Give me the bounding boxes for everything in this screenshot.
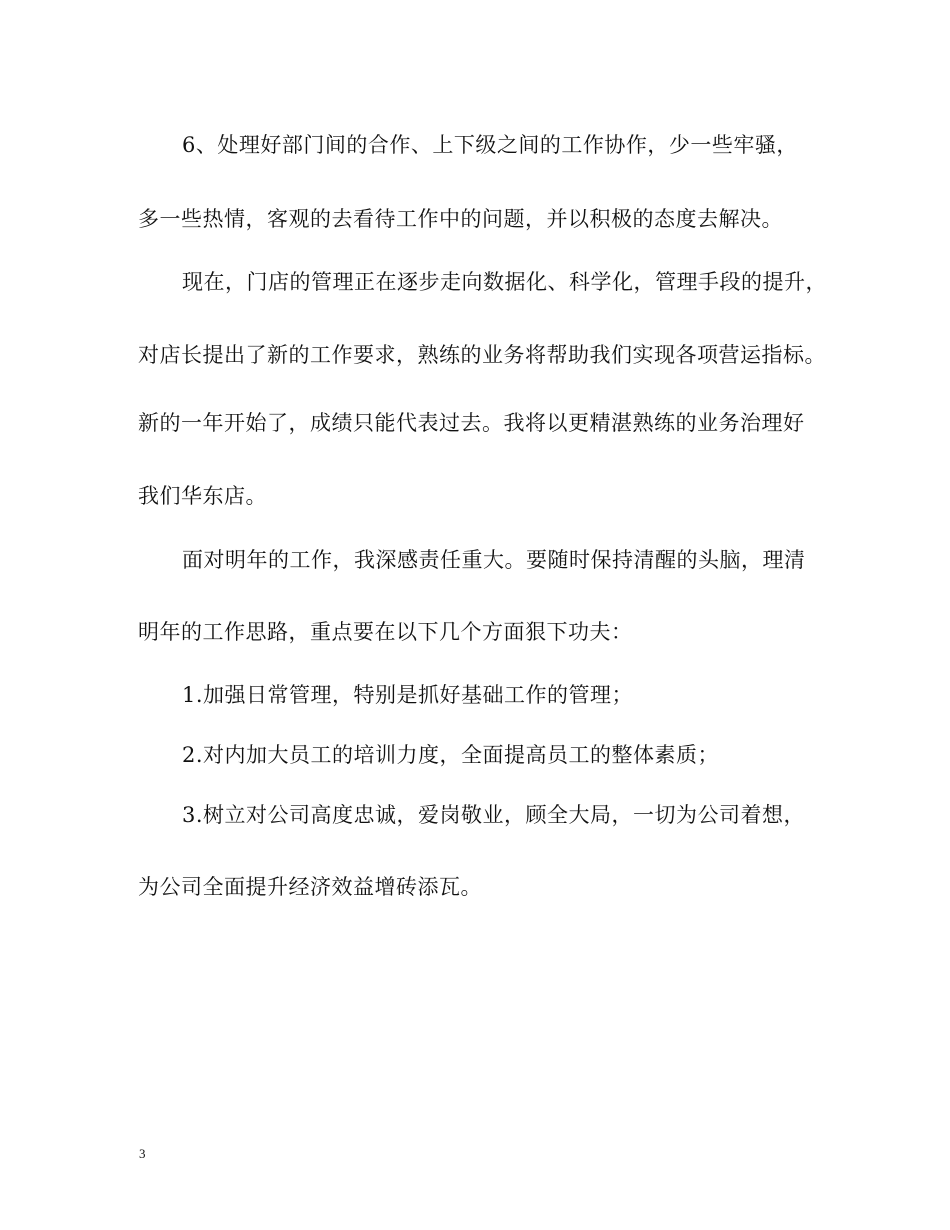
paragraph-line: 明年的工作思路，重点要在以下几个方面狠下功夫： [138,620,633,644]
paragraph-line: 6、处理好部门间的合作、上下级之间的工作协作，少一些牢骚， [182,133,798,157]
paragraph-line: 面对明年的工作，我深感责任重大。要随时保持清醒的头脑，理清 [182,548,806,572]
paragraph-line: 对店长提出了新的工作要求，熟练的业务将帮助我们实现各项营运指标。 [138,343,826,367]
paragraph-line: 我们华东店。 [138,484,267,508]
paragraph-line: 新的一年开始了，成绩只能代表过去。我将以更精湛熟练的业务治理好 [138,411,805,435]
list-item: 3.树立对公司高度忠诚，爱岗敬业，顾全大局，一切为公司着想， [182,803,806,827]
paragraph-line: 为公司全面提升经济效益增砖添瓦。 [138,875,482,899]
list-item: 2.对内加大员工的培训力度，全面提高员工的整体素质； [182,743,720,767]
paragraph-line: 多一些热情，客观的去看待工作中的问题，并以积极的态度去解决。 [138,207,783,231]
list-item: 1.加强日常管理，特别是抓好基础工作的管理； [182,683,634,707]
paragraph-line: 现在，门店的管理正在逐步走向数据化、科学化，管理手段的提升， [182,270,827,294]
page-number: 3 [139,1146,146,1161]
